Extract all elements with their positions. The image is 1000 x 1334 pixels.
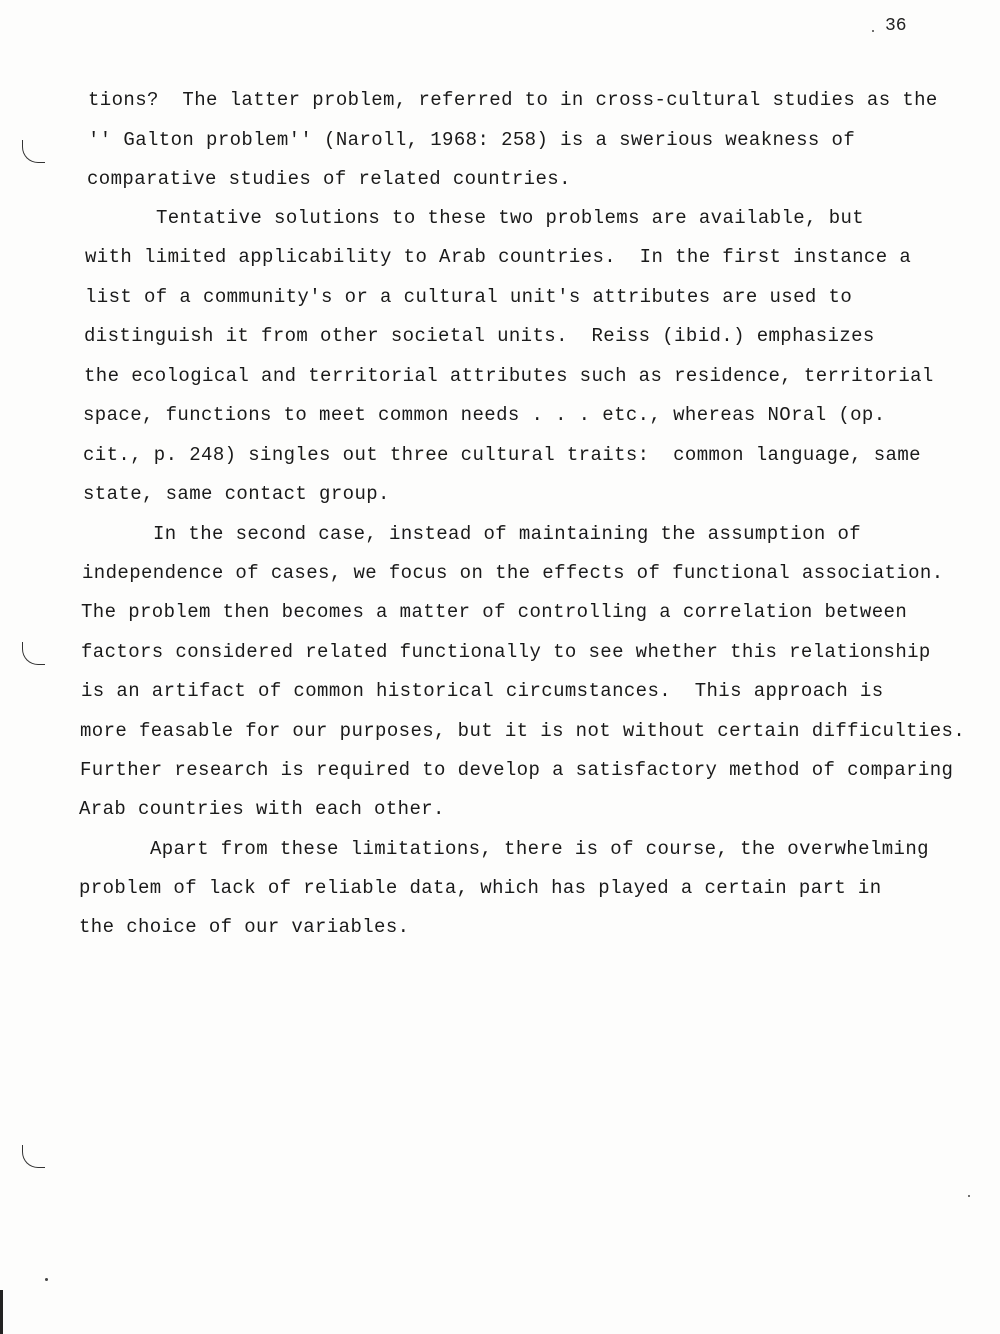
scan-speck [968,1195,970,1197]
text-line: tions? The latter problem, referred to in cross-cultural studies as the [88,89,938,111]
scan-speck [45,1278,48,1281]
text-line: Apart from these limitations, there is of course, the overwhelming [150,838,929,860]
text-line: is an artifact of common historical circumstances. This approach is [81,680,884,702]
punch-hole-mark-middle [22,642,45,665]
text-line: comparative studies of related countries. [87,168,571,190]
text-line: In the second case, instead of maintaining the assumption of [153,523,862,545]
text-line: Tentative solutions to these two problems are available, but [156,207,865,229]
text-line: more feasable for our purposes, but it is not without certain difficulties. [80,720,966,742]
scan-edge-mark [0,1290,3,1334]
text-line: with limited applicability to Arab countries. In the first instance a [85,246,912,268]
text-line: '' Galton problem'' (Naroll, 1968: 258) is a swerious weakness of [88,129,856,151]
text-line: distinguish it from other societal units. Reiss (ibid.) emphasizes [84,325,875,347]
text-line: state, same contact group. [83,483,390,505]
text-line: factors considered related functionally to see whether this relationship [81,641,931,663]
text-line: The problem then becomes a matter of controlling a correlation between [81,601,908,623]
text-line: problem of lack of reliable data, which has played a certain part in [79,877,882,899]
text-line: independence of cases, we focus on the effects of functional association. [82,562,944,584]
text-line: the choice of our variables. [79,916,410,938]
text-line: space, functions to meet common needs . . . etc., whereas NOral (op. [83,404,886,426]
scan-speck [872,30,874,32]
text-line: Arab countries with each other. [79,798,445,820]
text-line: cit., p. 248) singles out three cultural traits: common language, same [83,444,921,466]
text-line: Further research is required to develop a satisfactory method of comparing [80,759,954,781]
page-number: 36 [885,16,907,36]
text-line: the ecological and territorial attributes such as residence, territorial [84,365,934,387]
punch-hole-mark-top [22,140,45,163]
text-line: list of a community's or a cultural unit's attributes are used to [85,286,853,308]
punch-hole-mark-bottom [22,1145,45,1168]
